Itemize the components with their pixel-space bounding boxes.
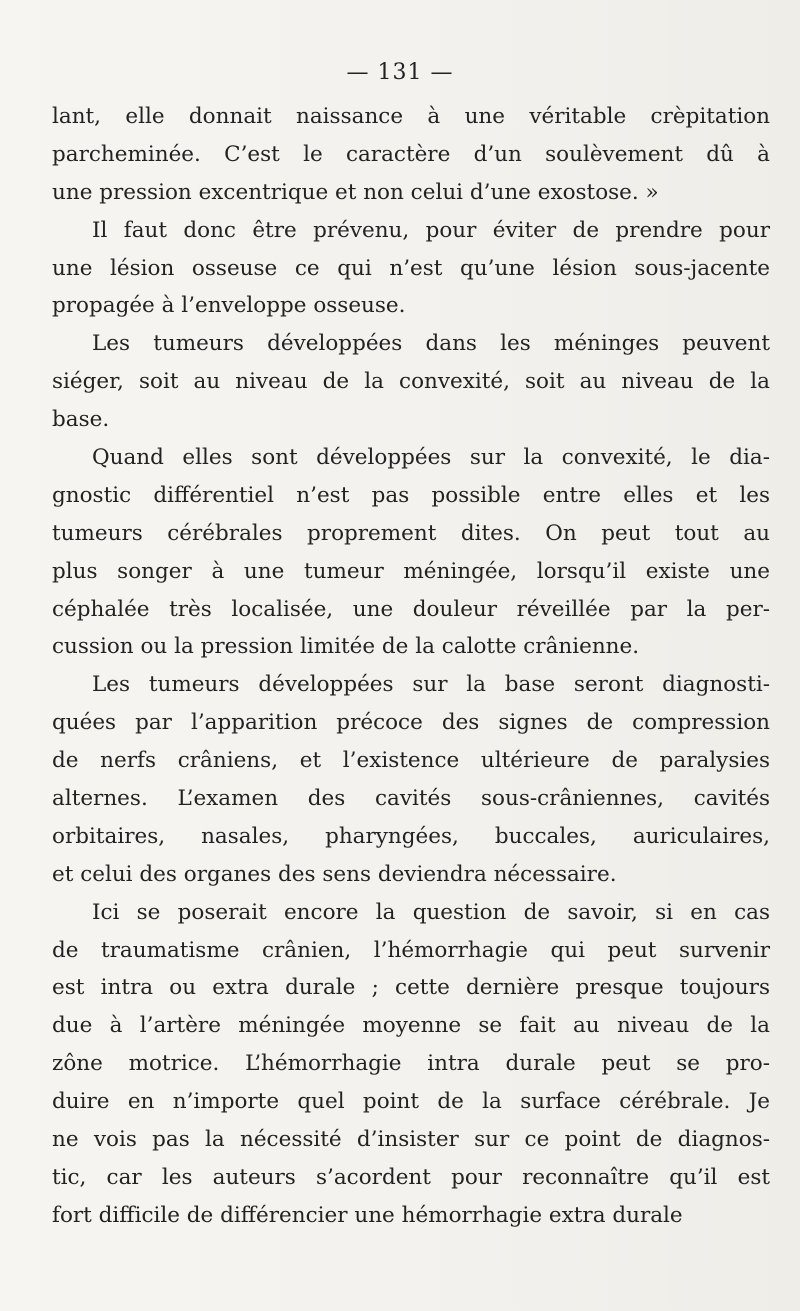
text-line: de nerfs crâniens, et l’existence ultérieure de paralysies [52, 748, 770, 774]
text-line: Quand elles sont développées sur la convexité, le dia- [92, 445, 770, 471]
text-line: Il faut donc être prévenu, pour éviter de prendre pour [92, 217, 770, 243]
page-number: — 131 — [346, 60, 454, 85]
text-line: cussion ou la pression limitée de la calotte crânienne. [52, 634, 640, 660]
text-line: base. [52, 407, 110, 433]
text-line: ne vois pas la nécessité d’insister sur ce point de diagnos- [52, 1127, 770, 1153]
text-line: fort difficile de différencier une hémorrhagie extra durale [52, 1202, 683, 1228]
text-line: et celui des organes des sens deviendra nécessaire. [52, 861, 617, 887]
text-line: tumeurs cérébrales proprement dites. On peut tout au [52, 520, 770, 546]
text-line: une pression excentrique et non celui d’une exostose. » [52, 179, 659, 205]
text-line: lant, elle donnait naissance à une véritable crèpitation [52, 104, 770, 129]
text-line: zône motrice. L’hémorrhagie intra durale peut se pro- [52, 1051, 770, 1077]
text-line: parcheminée. C’est le caractère d’un soulèvement dû à [52, 141, 770, 167]
text-line: tic, car les auteurs s’acordent pour reconnaître qu’il est [52, 1164, 770, 1190]
text-line: siéger, soit au niveau de la convexité, soit au niveau de la [52, 369, 770, 395]
text-line: gnostic différentiel n’est pas possible entre elles et les [52, 482, 770, 508]
text-line: propagée à l’enveloppe osseuse. [52, 293, 406, 319]
text-line: céphalée très localisée, une douleur réveillée par la per- [52, 596, 770, 622]
text-line: plus songer à une tumeur méningée, lorsqu’il existe une [52, 558, 770, 584]
text-line: Les tumeurs développées dans les méninges peuvent [92, 331, 770, 357]
text-line: orbitaires, nasales, pharyngées, buccales, auriculaires, [52, 823, 770, 849]
text-line: due à l’artère méningée moyenne se fait au niveau de la [52, 1013, 770, 1039]
text-line: duire en n’importe quel point de la surface cérébrale. Je [52, 1089, 770, 1115]
text-line: alternes. L’examen des cavités sous-crâniennes, cavités [52, 786, 770, 812]
text-line: quées par l’apparition précoce des signes de compression [52, 710, 770, 736]
text-line: une lésion osseuse ce qui n’est qu’une lésion sous-jacente [52, 255, 770, 281]
text-line: de traumatisme crânien, l’hémorrhagie qui peut survenir [52, 937, 770, 963]
body-text [52, 98, 770, 1235]
text-line: est intra ou extra durale ; cette dernière presque toujours [52, 975, 770, 1001]
text-line: Ici se poserait encore la question de savoir, si en cas [92, 899, 770, 925]
text-line: Les tumeurs développées sur la base seront diagnosti- [92, 672, 770, 698]
